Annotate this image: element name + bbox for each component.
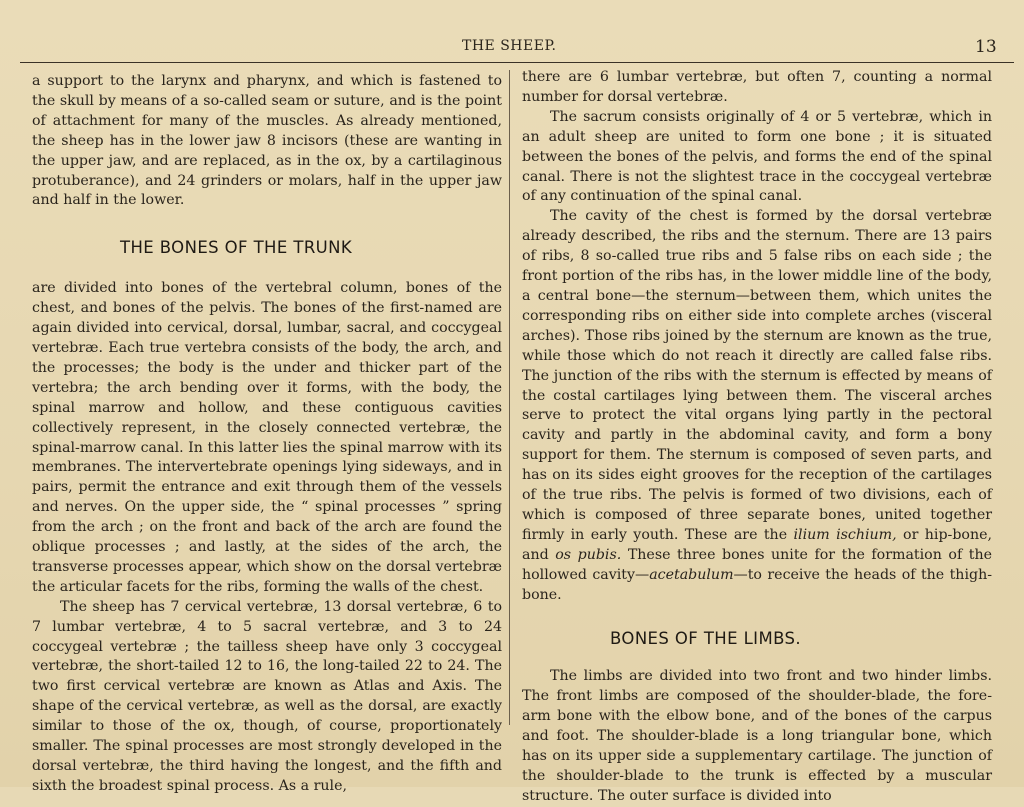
running-head (0, 38, 1024, 58)
text-run: —to receive the heads of the thigh-bone. (522, 566, 992, 603)
latin-term-os-pubis: os pubis. (555, 546, 622, 563)
right-column (522, 68, 992, 807)
paragraph: are divided into bones of the vertebral column, bones of the chest, and bones of the pelvis. The bones of the first-named are again divided into cervical, dorsal, lumbar, sacral, and coccygeal vertebræ. Each true vertebra consists of the body, the arch, and the processes; the body is the under and thicker part of the vertebra; the arch bending over it forms, with the body, the spinal marrow and hollow, and these contiguous cavities collectively represent, in the closely connected vertebræ, the spinal-marrow canal. In this latter lies the spinal marrow with its membranes. The intervertebrate openings lying sideways, and in pairs, permit the entrance and exit through them of the vessels and nerves. On the upper side, the “ spinal processes ” spring from the arch ; on the front and back of the arch are found the oblique processes ; and lastly, at the sides of the arch, the transverse processes appear, which show on the dorsal vertebræ the articular facets for the ribs, forming the walls of the chest. (32, 280, 502, 595)
column-divider (509, 70, 510, 725)
text-run: These three bones unite for the formation of the hollowed cavity— (522, 546, 992, 583)
paragraph: The sheep has 7 cervical vertebræ, 13 dorsal vertebræ, 6 to 7 lumbar vertebræ, 4 to 5 sacral vertebræ, and 3 to 24 coccygeal vertebræ ; the tailless sheep have only 3 coccygeal vertebræ, the short-tailed 12 to 16, the long-tailed 22 to 24. The two first cervical vertebræ are known as Atlas and Axis. The shape of the cervical vertebræ, as well as the dorsal, are exactly similar to those of the ox, though, of course, proportionately smaller. The spinal processes are most strongly developed in the dorsal vertebræ, the third having the longest, and the fifth and sixth the broadest spinal process. As a rule, (32, 598, 502, 794)
section-heading-trunk: THE BONES OF THE TRUNK (120, 238, 353, 258)
paragraph: a support to the larynx and pharynx, and which is fastened to the skull by means of a so-called seam or suture, and is the point of attachment for many of the muscles. As already mentioned, the sheep has in the lower jaw 8 incisors (these are wanting in the upper jaw, and are replaced, as in the ox, by a cartilaginous protuberance), and 24 grinders or molars, half in the upper jaw and half in the lower. (32, 73, 502, 209)
page-number: 13 (975, 37, 997, 57)
latin-term-ilium: ilium (793, 526, 830, 543)
paragraph: The limbs are divided into two front and two hinder limbs. The front limbs are composed of the shoulder-blade, the fore-arm bone with the elbow bone, and of the bones of the carpus and foot. The shoulder-blade is a long triangular bone, which has on its upper side a supplementary cartilage. The junction of the shoulder-blade to the trunk is effected by a muscular structure. The outer surface is divided into (522, 668, 992, 804)
latin-term-ischium: ischium, (836, 526, 897, 543)
text-run: or hip-bone, and (522, 526, 992, 563)
running-title: THE SHEEP. (462, 38, 557, 54)
header-rule (20, 62, 1014, 63)
paragraph: there are 6 lumbar vertebræ, but often 7, counting a normal number for dorsal vertebræ. (522, 69, 992, 105)
paragraph: The sacrum consists originally of 4 or 5 vertebræ, which in an adult sheep are united to form one bone ; it is situated between the bones of the pelvis, and forms the end of the spinal canal. There is not the slightest trace in the coccygeal vertebræ of any continuation of the spinal canal. (522, 108, 992, 205)
section-heading-limbs: BONES OF THE LIMBS. (610, 629, 802, 649)
text-run: The cavity of the chest is formed by the dorsal vertebræ already described, the ribs and the sternum. There are 13 pairs of ribs, 8 so-called true ribs and 5 false ribs on each side ; the front portion of the ribs has, in the lower middle line of the body, a central bone—the sternum—between them, which unites the corresponding ribs on either side into complete arches (visceral arches). Those ribs joined by the sternum are known as the true, while those which do not reach it directly are called false ribs. The junction of the ribs with the sternum is effected by means of the costal cartilages lying between them. The visceral arches serve to protect the vital organs lying partly in the pectoral cavity and partly in the abdominal cavity, and form a bony support for them. The sternum is composed of seven parts, and has on its sides eight grooves for the reception of the cartilages of the true ribs. The pelvis is formed of two divisions, each of which is composed of three separate bones, united together firmly in early youth. These are the (522, 208, 992, 543)
left-column (32, 72, 502, 797)
latin-term-acetabulum: acetabulum (649, 566, 734, 583)
paragraph (522, 207, 992, 605)
